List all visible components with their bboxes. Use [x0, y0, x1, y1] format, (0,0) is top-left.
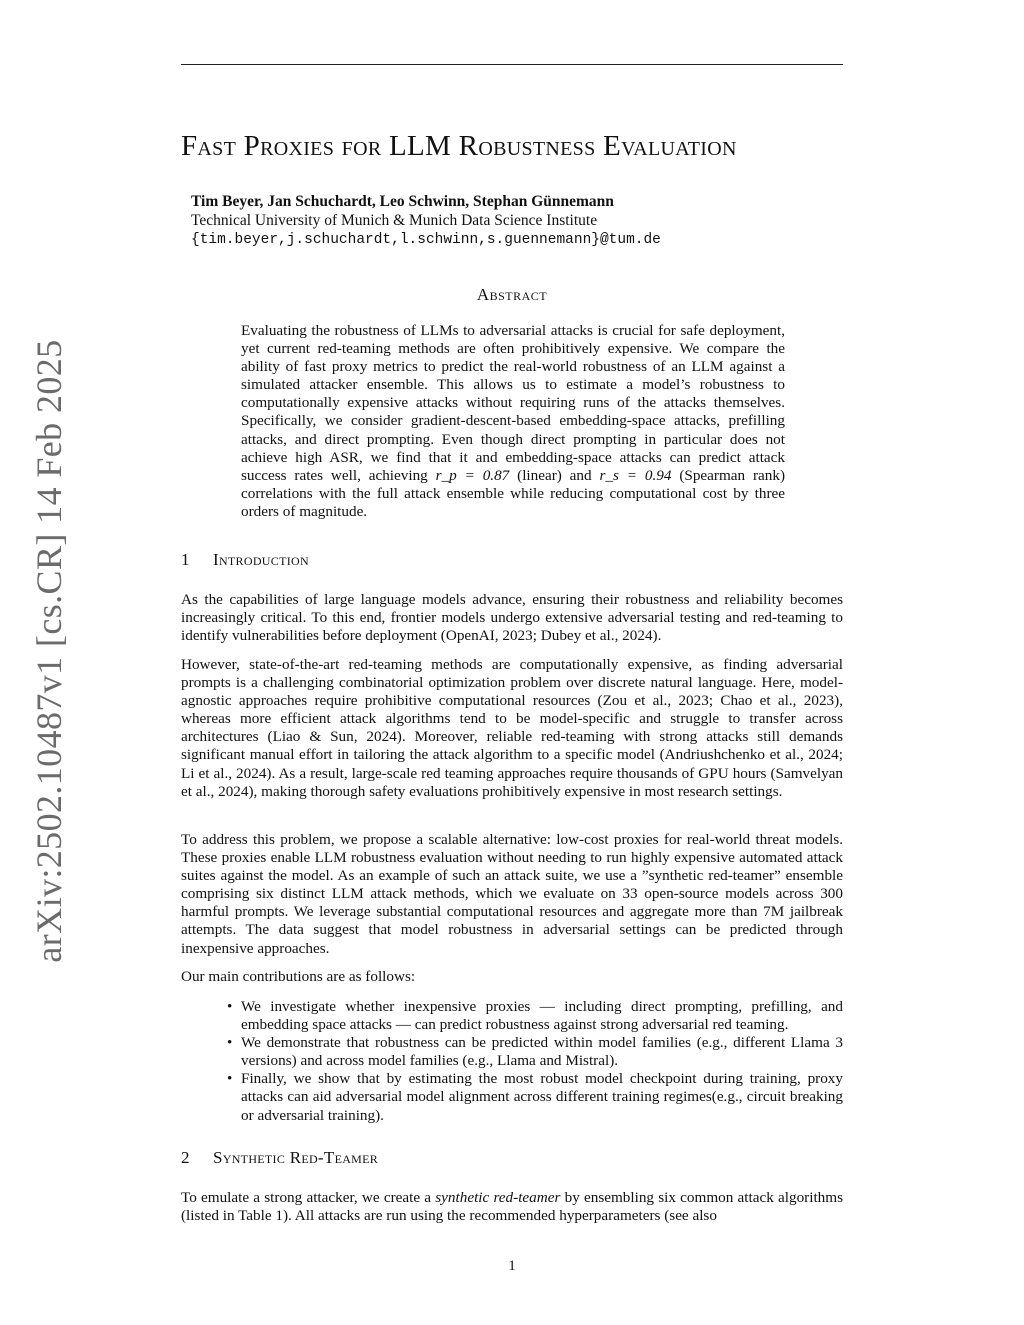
abstract-text-1: Evaluating the robustness of LLMs to adversarial attacks is crucial for safe deployment, yet current red-teaming methods are often prohibitively expensive. We compare the ability of fast proxy metrics to predict the real-world robustness of an LLM against a simulated attacker ensemble. This allows us to estimate a model’s robustness to computationally expensive attacks without requiring runs of the attacks themselves. Specifically, we consider gradient-descent-based embedding-space attacks, prefilling attacks, and direct prompting. Even though direct prompting in particular does not achieve high ASR, we find that it and embedding-space attacks can predict attack success rates well, achieving	[241, 322, 785, 484]
intro-paragraph-3: To address this problem, we propose a scalable alternative: low-cost proxies for real-world threat models. These proxies enable LLM robustness evaluation without needing to run highly expensive automated attack suites against the model. As an example of such an attack suite, we use a ”synthetic red-teamer” ensemble comprising six distinct LLM attack methods, which we evaluate on 33 open-source models across 300 harmful prompts. We leverage substantial computational resources and aggregate more than 7M jailbreak attempts. The data suggest that model robustness in adversarial settings can be predicted through inexpensive approaches.	[181, 831, 843, 957]
contributions-list	[229, 998, 843, 1125]
list-item: • Finally, we show that by estimating the most robust model checkpoint during training, proxy attacks can aid adversarial model alignment across different training regimes(e.g., circuit breaking or adversarial training).	[229, 1070, 843, 1124]
author-affiliation: Technical University of Munich & Munich Data Science Institute	[191, 212, 598, 229]
intro-paragraph-1: As the capabilities of large language models advance, ensuring their robustness and reliability becomes increasingly critical. To this end, frontier models undergo extensive adversarial testing and red-teaming to identify vulnerabilities before deployment (OpenAI, 2023; Dubey et al., 2024).	[181, 591, 843, 645]
abstract-body	[241, 322, 785, 521]
page-number: 1	[508, 1258, 516, 1274]
author-list: Tim Beyer, Jan Schuchardt, Leo Schwinn, Stephan Günnemann	[191, 193, 614, 210]
section-2-emphasis: synthetic red-teamer	[435, 1189, 561, 1206]
abstract-pearson-value: r_p = 0.87	[435, 466, 510, 484]
abstract-spearman-value: r_s = 0.94	[599, 466, 672, 484]
abstract-text-2: (linear) and	[517, 466, 592, 484]
list-item: • We demonstrate that robustness can be predicted within model families (e.g., different Llama 3 versions) and across model families (e.g., Llama and Mistral).	[229, 1034, 843, 1070]
section-title: Introduction	[213, 550, 309, 569]
arxiv-identifier: arXiv:2502.10487v1 [cs.CR] 14 Feb 2025	[29, 339, 69, 963]
section-title: Synthetic Red-Teamer	[213, 1148, 379, 1167]
section-number: 2	[181, 1148, 190, 1167]
list-item: • We investigate whether inexpensive proxies — including direct prompting, prefilling, and embedding space attacks — can predict robustness against strong adversarial red teaming.	[229, 998, 843, 1034]
section-heading-synthetic-red-teamer	[181, 1148, 378, 1168]
section-2-text-1: To emulate a strong attacker, we create a	[181, 1189, 432, 1206]
section-heading-introduction	[181, 550, 309, 570]
intro-paragraph-2: However, state-of-the-art red-teaming methods are computationally expensive, as finding adversarial prompts is a challenging combinatorial optimization problem over discrete natural language. Here, model-agnostic approaches require prohibitive computational resources (Zou et al., 2023; Chao et al., 2023), whereas more efficient attack algorithms tend to be model-specific and struggle to transfer across architectures (Liao & Sun, 2024). Moreover, reliable red-teaming with strong attacks still demands significant manual effort in tailoring the attack algorithm to a specific model (Andriushchenko et al., 2024; Li et al., 2024). As a result, large-scale red teaming approaches require thousands of GPU hours (Samvelyan et al., 2024), making thorough safety evaluations prohibitively expensive in most research settings.	[181, 656, 843, 800]
author-emails: {tim.beyer,j.schuchardt,l.schwinn,s.guennemann}@tum.de	[191, 232, 661, 248]
paper-title: Fast Proxies for LLM Robustness Evaluation	[181, 130, 737, 162]
section-number: 1	[181, 550, 190, 569]
abstract-heading: Abstract	[476, 285, 548, 304]
header-rule	[181, 64, 843, 65]
section-2-paragraph-1	[181, 1189, 843, 1225]
intro-paragraph-4: Our main contributions are as follows:	[181, 968, 416, 985]
abstract-text-3: (Spearman rank) correlations with the full attack ensemble while reducing computational cost by three orders of magnitude.	[241, 466, 785, 520]
section-2-text-2: by ensembling six common attack algorithms (listed in Table 1). All attacks are run using the recommended hyperparameters (see also	[181, 1189, 843, 1225]
